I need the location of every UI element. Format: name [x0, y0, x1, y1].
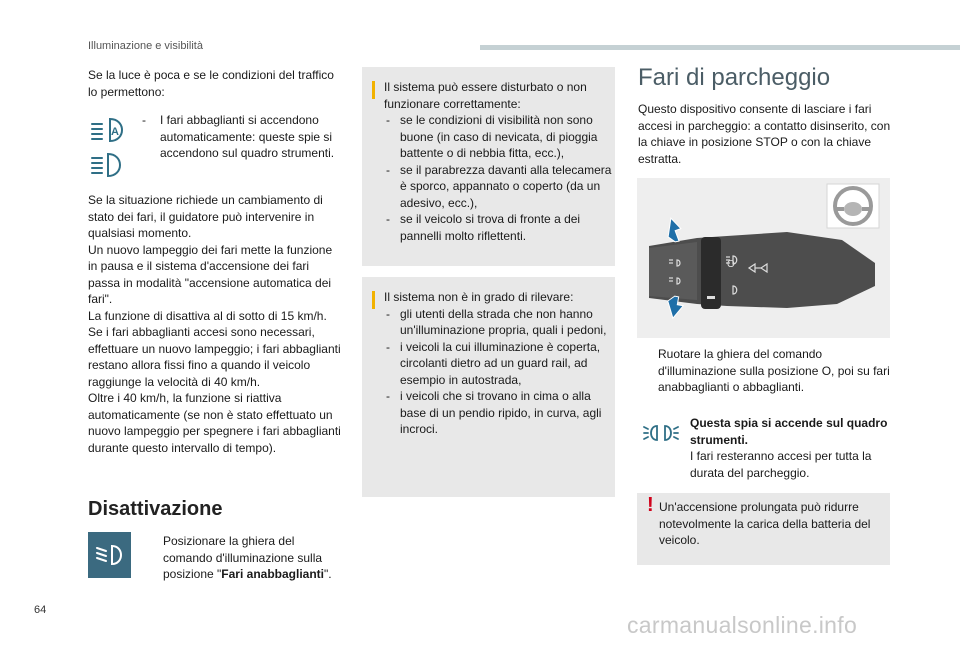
high-beam-icon	[88, 150, 128, 180]
note-marker	[372, 81, 375, 99]
note-intro: Il sistema non è in grado di rilevare:	[384, 290, 574, 304]
list-item: - i veicoli la cui illuminazione è coperta, circolanti dietro ad un guard rail, ad esempio in autostrada,	[386, 339, 601, 387]
parking-intro: Questo dispositivo consente di lasciare i fari accesi in parcheggio: a contatto disinserito, con la chiave in posizione STOP o con la chiave estratta.	[638, 102, 891, 166]
parking-lamp-icon	[642, 422, 680, 444]
high-beam-auto-icon	[88, 115, 128, 145]
deactivation-instruction: Posizionare la ghiera del comando d'illuminazione sulla posizione "Fari anabbaglianti".	[163, 534, 332, 581]
list-item: - se il parabrezza davanti alla telecamera è sporco, appannato o coperto (da un adesivo, ecc.),	[386, 162, 612, 210]
low-beam-switch-icon	[88, 532, 131, 578]
body-paragraph: Se la situazione richiede un cambiamento di stato dei fari, il guidatore può intervenire in qualsiasi momento.	[88, 193, 323, 240]
body-text	[88, 192, 344, 456]
svg-text:A: A	[111, 126, 119, 138]
page-number: 64	[34, 604, 47, 616]
steering-wheel-icon	[827, 184, 879, 228]
parking-instruction: Ruotare la ghiera del comando d'illuminazione sulla posizione O, poi su fari anabbaglianti o abbaglianti.	[658, 347, 890, 394]
note-intro: Il sistema può essere disturbato o non funzionare correttamente:	[384, 80, 587, 111]
parking-lamp-description: Questa spia si accende sul quadro strumenti. I fari resteranno accesi per tutta la durata del parcheggio.	[690, 416, 888, 480]
light-stalk-illustration	[637, 178, 890, 338]
body-paragraph: La funzione di disattiva al di sotto di 15 km/h.	[88, 308, 327, 323]
watermark: carmanualsonline.info	[627, 612, 858, 638]
intro-paragraph: Se la luce è poca e se le condizioni del traffico lo permettono:	[88, 68, 334, 99]
indicator-description: - I fari abbaglianti si accendono automaticamente: queste spie si accendono sul quadro strumenti.	[142, 113, 335, 160]
info-note-disturbance	[362, 67, 615, 266]
body-paragraph: Se i fari abbaglianti accesi sono necessari, effettuare un nuovo lampeggio; i fari abbaglianti restano allora fissi fino a quando il veicolo raggiunge la velocità di 40 km/h.	[88, 325, 341, 389]
info-note-detection	[362, 277, 615, 497]
list-item: - se le condizioni di visibilità non sono buone (in caso di nevicata, di pioggia battente o di nebbia fitta, ecc.),	[386, 113, 598, 160]
list-item: - i veicoli che si trovano in cima o alla base di un pendio ripido, in curva, agli incroci.	[386, 389, 602, 436]
stalk-label-off: O	[727, 259, 735, 270]
parking-lights-title: Fari di parcheggio	[638, 64, 831, 91]
note-marker	[372, 291, 375, 309]
battery-warning-note: ! Un'accensione prolungata può ridurre notevolmente la carica della batteria del veicolo.	[637, 493, 890, 565]
header-divider	[480, 45, 960, 50]
list-item: - gli utenti della strada che non hanno un'illuminazione propria, quali i pedoni,	[386, 306, 607, 337]
body-paragraph: Oltre i 40 km/h, la funzione si riattiva automaticamente (se non è stato effettuato un nuovo lampeggio per spegnere i fari abbaglianti durante questo intervallo di tempo).	[88, 391, 341, 455]
section-header: Illuminazione e visibilità	[88, 40, 203, 52]
list-item: - se il veicolo si trova di fronte a dei pannelli molto riflettenti.	[386, 212, 581, 243]
warning-icon: !	[647, 494, 654, 516]
deactivation-heading: Disattivazione	[88, 498, 223, 520]
body-paragraph: Un nuovo lampeggio dei fari mette la funzione in pausa e il sistema d'accensione dei fari passa in modalità "accensione automatica dei fari".	[88, 242, 333, 306]
